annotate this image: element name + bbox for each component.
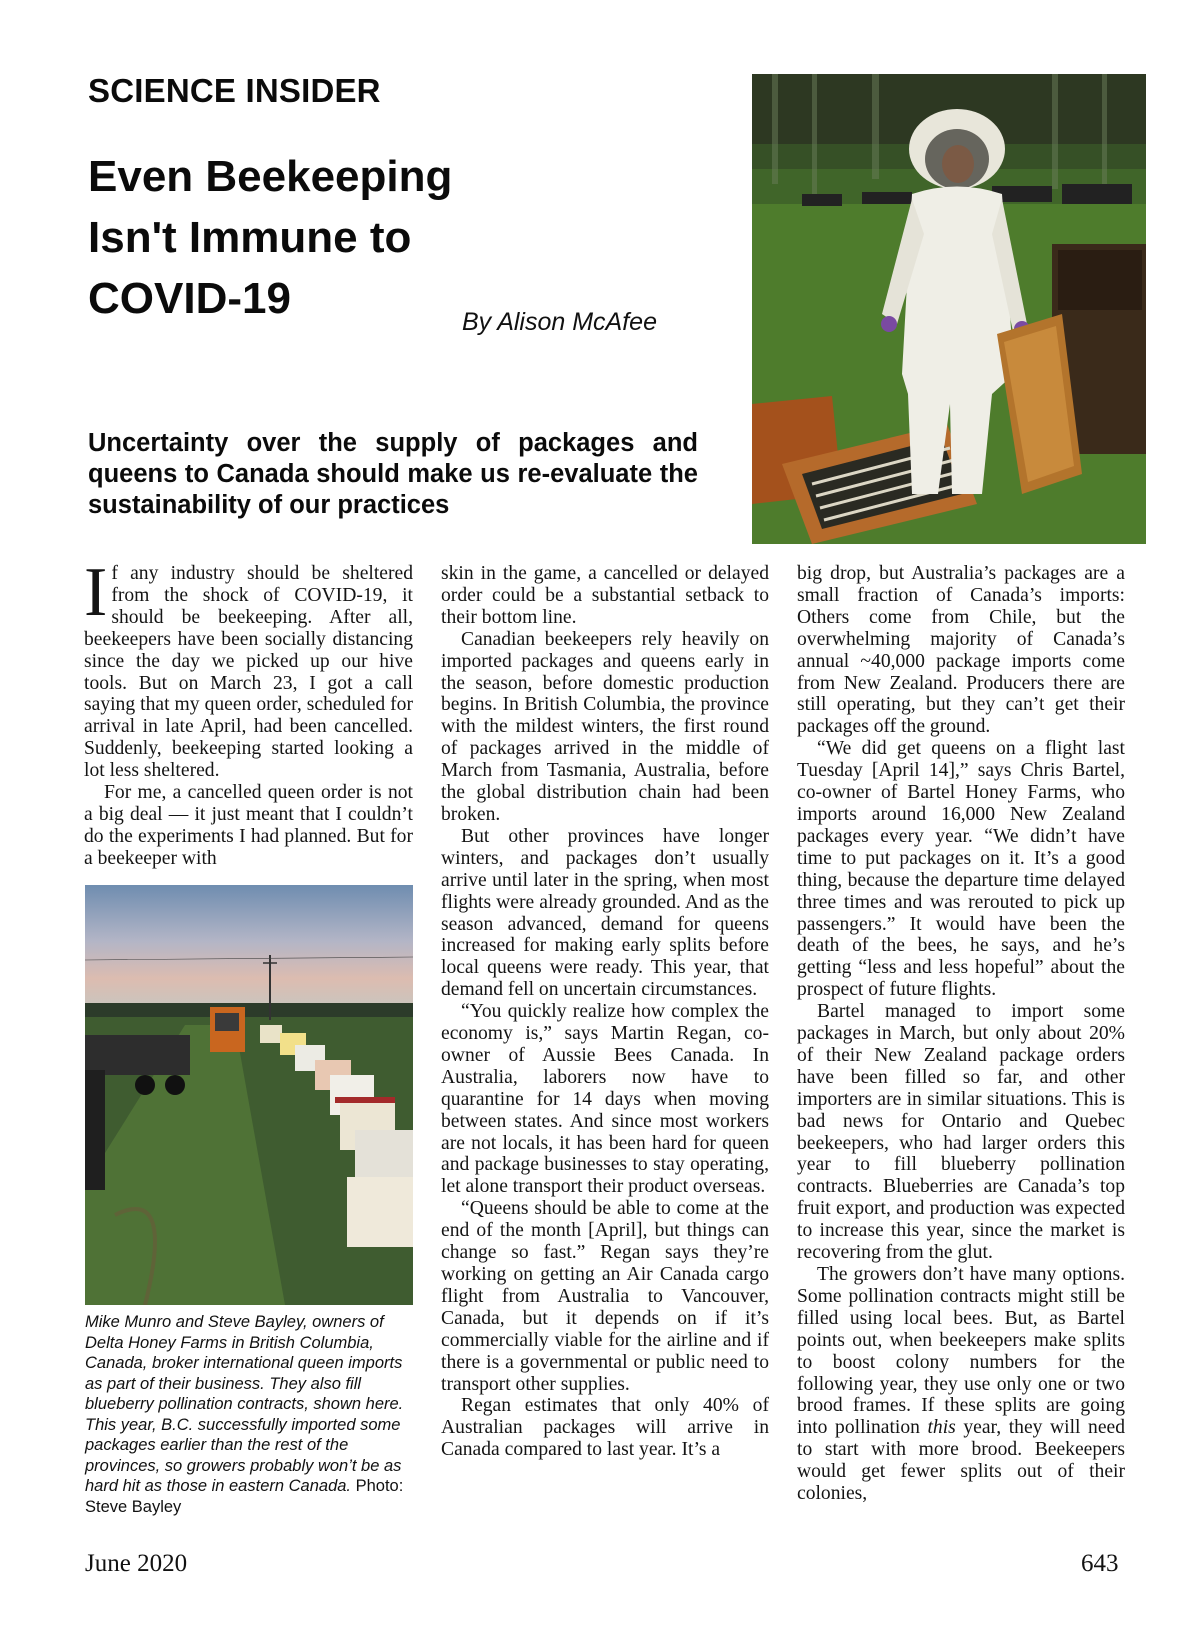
headline-line: Isn't Immune to (88, 213, 412, 262)
article-column-1 (84, 554, 413, 870)
photo-caption (85, 1312, 413, 1517)
article-paragraph: big drop, but Australia’s packages are a small fraction of Canada’s imports: Others come from Chile, but the overwhelming majority of Canada’s annual ~40,000 package imports come from New Zealand. Producers there are still operating, but they can’t get their packages off the ground. (797, 563, 1125, 738)
section-kicker: SCIENCE INSIDER (88, 72, 381, 109)
article-paragraph (797, 1264, 1125, 1505)
headline (88, 146, 708, 329)
article-paragraph: “Queens should be able to come at the end of the month [April], but things can change so fast.” Regan says they’re working on getting an Air Canada cargo flight from Australia to Vancouver, Canada, but it depends on if it’s commercially viable for the airline and if there is a governmental or public need to transport other supplies. (441, 1198, 769, 1395)
photo-credit: Photo: Steve Bayley (85, 1477, 404, 1516)
issue-date: June 2020 (85, 1550, 188, 1577)
article-paragraph: Bartel managed to import some packages in March, but only about 20% of their New Zealand package orders have been filled so far, and other importers are in similar situations. This is bad news for Ontario and Quebec beekeepers, who had larger orders this year to fill blueberry pollination contracts. Blueberries are Canada’s top fruit export, and production was expected to increase this year, since the market is recovering from the glut. (797, 1001, 1125, 1264)
caption-text: Mike Munro and Steve Bayley, owners of Delta Honey Farms in British Columbia, Canada, broker international queen imports as part of their business. They also fill blueberry pollination contracts, shown here. This year, B.C. successfully imported some packages earlier than the rest of the provinces, so growers probably won’t be as hard hit as those in eastern Canada. (85, 1313, 404, 1495)
article-paragraph (84, 554, 413, 782)
beekeeper-illustration (752, 74, 1146, 544)
article-column-2 (441, 563, 769, 1461)
farm-photo (85, 885, 413, 1305)
emphasis-text: this (927, 1417, 956, 1439)
paragraph-text: year, they will need to start with more brood. Beekeepers would get fewer splits out of their colonies, (797, 1417, 1126, 1505)
article-paragraph: “We did get queens on a flight last Tuesday [April 14],” says Chris Bartel, co-owner of Bartel Honey Farms, who imports around 16,000 New Zealand packages every year. “We didn’t have time to put packages on it. It’s a good thing, because the departure time delayed three times and was rerouted to pick up passengers.” It would have been the death of the bees, he says, and he’s getting “less and less hopeful” about the prospect of future flights. (797, 738, 1125, 1001)
dek-subheadline: Uncertainty over the supply of packages and queens to Canada should make us re-evaluate the sustainability of our practices (88, 429, 698, 519)
headline-line: COVID-19 (88, 274, 291, 323)
farm-illustration (85, 885, 413, 1305)
article-paragraph: For me, a cancelled queen order is not a big deal — it just meant that I couldn’t do the experiments I had planned. But for a beekeeper with (84, 782, 413, 869)
beekeeper-photo (752, 74, 1146, 544)
article-paragraph: Regan estimates that only 40% of Australian packages will arrive in Canada compared to last year. It’s a (441, 1395, 769, 1461)
paragraph-text: f any industry should be sheltered from the shock of COVID-19, it should be beekeeping. After all, beekeepers have been socially distancing since the day we picked up our hive tools. But on March 23, I got a call saying that my queen order, scheduled for arrival in late April, had been cancelled. Suddenly, beekeeping started looking a lot less sheltered. (84, 563, 413, 782)
paragraph-text: The growers don’t have many options. Some pollination contracts might still be filled using local bees. But, as Bartel points out, when beekeepers make splits to boost colony numbers for the following year, they use only one or two brood frames. If these splits are going into pollination (797, 1264, 1125, 1439)
article-column-3 (797, 563, 1125, 1505)
page-number: 643 (1081, 1550, 1119, 1577)
byline: By Alison McAfee (462, 308, 657, 336)
article-paragraph: “You quickly realize how complex the economy is,” says Martin Regan, co-owner of Aussie Bees Canada. In Australia, laborers now have to quarantine for 14 days when moving between states. And since most workers are not locals, it has been hard for queen and package businesses to stay operating, let alone transport their product overseas. (441, 1001, 769, 1198)
article-paragraph: Canadian beekeepers rely heavily on imported packages and queens early in the season, before domestic production begins. In British Columbia, the province with the mildest winters, the first round of packages arrived in the middle of March from Tasmania, Australia, before the global distribution chain had been broken. (441, 628, 769, 825)
drop-cap: I (84, 554, 108, 631)
article-paragraph: skin in the game, a cancelled or delayed order could be a substantial setback to their bottom line. (441, 563, 769, 628)
article-paragraph: But other provinces have longer winters, and packages don’t usually arrive until later in the spring, when most flights were already grounded. And as the season advanced, demand for queens increased for making early splits before local queens were ready. This year, that demand fell on uncertain circumstances. (441, 825, 769, 1001)
headline-line: Even Beekeeping (88, 152, 453, 201)
